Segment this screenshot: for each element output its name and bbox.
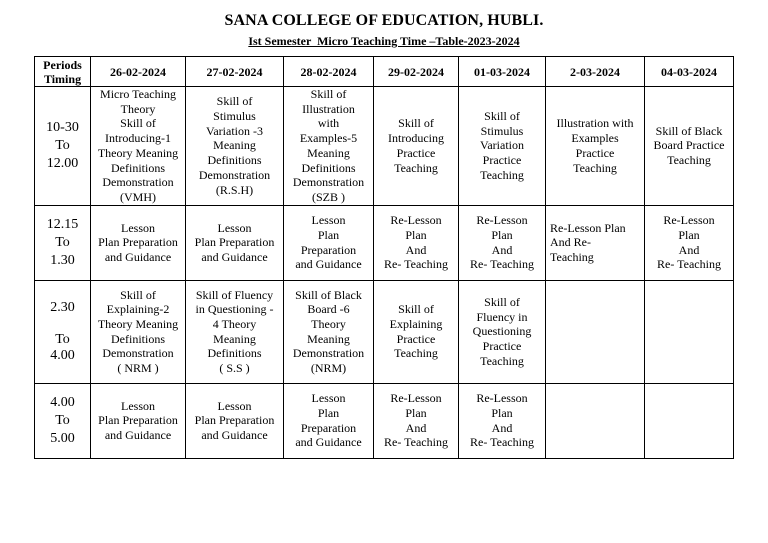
schedule-cell: Re-Lesson Plan And Re- Teaching (459, 383, 546, 458)
schedule-cell: Re-Lesson Plan And Re- Teaching (546, 205, 645, 280)
schedule-cell: Skill of Explaining Practice Teaching (374, 280, 459, 383)
table-row (35, 205, 734, 280)
schedule-cell: Skill of Stimulus Variation -3 Meaning Definitions Demonstration (R.S.H) (186, 87, 284, 206)
table-row (35, 87, 734, 206)
schedule-cell: Lesson Plan Preparation and Guidance (91, 205, 186, 280)
schedule-cell: Skill of Illustration with Examples-5 Meaning Definitions Demonstration (SZB ) (284, 87, 374, 206)
page-subtitle: Ist Semester Micro Teaching Time –Table-2023-2024 (248, 34, 520, 48)
period-timing: 10-30 To 12.00 (35, 87, 91, 206)
schedule-cell: Skill of Black Board -6 Theory Meaning Demonstration (NRM) (284, 280, 374, 383)
schedule-cell: Lesson Plan Preparation and Guidance (284, 383, 374, 458)
schedule-cell: Skill of Fluency in Questioning Practice Teaching (459, 280, 546, 383)
schedule-cell (645, 383, 734, 458)
schedule-cell (645, 280, 734, 383)
page-title: SANA COLLEGE OF EDUCATION, HUBLI. (224, 12, 544, 29)
date-header: 29-02-2024 (374, 57, 459, 87)
table-row (35, 280, 734, 383)
timetable (34, 56, 734, 459)
period-timing: 2.30 To 4.00 (35, 280, 91, 383)
schedule-cell: Skill of Explaining-2 Theory Meaning Definitions Demonstration ( NRM ) (91, 280, 186, 383)
date-header: 04-03-2024 (645, 57, 734, 87)
header-row (35, 57, 734, 87)
table-row (35, 383, 734, 458)
date-header: 28-02-2024 (284, 57, 374, 87)
schedule-cell: Illustration with Examples Practice Teaching (546, 87, 645, 206)
period-timing: 12.15 To 1.30 (35, 205, 91, 280)
schedule-cell: Re-Lesson Plan And Re- Teaching (374, 205, 459, 280)
schedule-cell (546, 280, 645, 383)
timing-header: Periods Timing (35, 57, 91, 87)
schedule-cell: Re-Lesson Plan And Re- Teaching (374, 383, 459, 458)
schedule-cell: Re-Lesson Plan And Re- Teaching (645, 205, 734, 280)
schedule-cell: Skill of Stimulus Variation Practice Teaching (459, 87, 546, 206)
schedule-cell: Lesson Plan Preparation and Guidance (186, 383, 284, 458)
date-header: 2-03-2024 (546, 57, 645, 87)
schedule-cell: Micro Teaching Theory Skill of Introducing-1 Theory Meaning Definitions Demonstration (VMH) (91, 87, 186, 206)
schedule-cell (546, 383, 645, 458)
schedule-cell: Re-Lesson Plan And Re- Teaching (459, 205, 546, 280)
schedule-cell: Skill of Black Board Practice Teaching (645, 87, 734, 206)
date-header: 26-02-2024 (91, 57, 186, 87)
date-header: 01-03-2024 (459, 57, 546, 87)
schedule-cell: Lesson Plan Preparation and Guidance (284, 205, 374, 280)
schedule-cell: Skill of Introducing Practice Teaching (374, 87, 459, 206)
schedule-cell: Skill of Fluency in Questioning - 4 Theory Meaning Definitions ( S.S ) (186, 280, 284, 383)
schedule-cell: Lesson Plan Preparation and Guidance (186, 205, 284, 280)
period-timing: 4.00 To 5.00 (35, 383, 91, 458)
date-header: 27-02-2024 (186, 57, 284, 87)
schedule-cell: Lesson Plan Preparation and Guidance (91, 383, 186, 458)
